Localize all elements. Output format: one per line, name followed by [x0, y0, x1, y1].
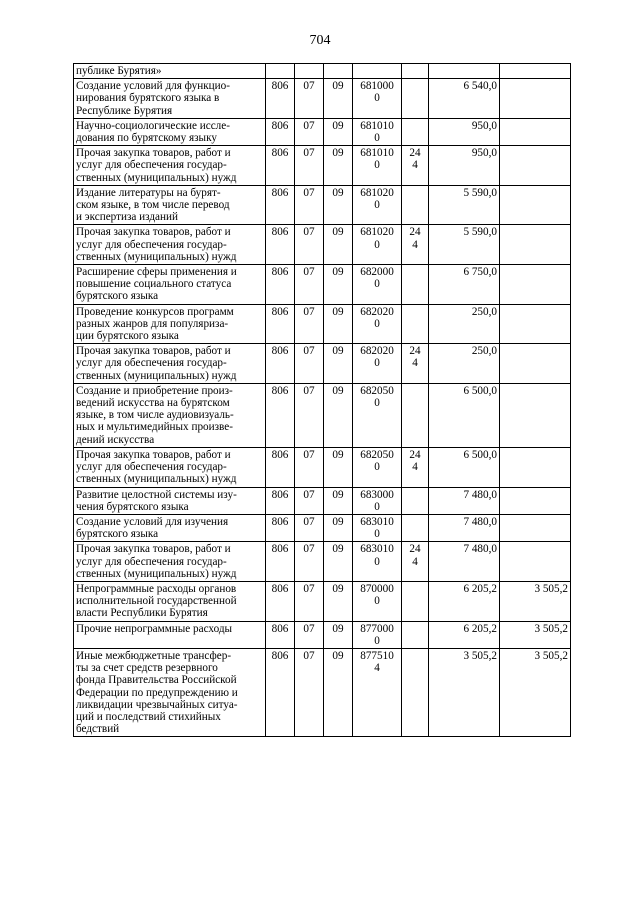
- expense-name-cell-line: повышение социального статуса: [76, 278, 232, 291]
- subsection-code-cell: 09: [324, 185, 353, 225]
- ved-code-cell: 806: [266, 146, 295, 186]
- expense-type-cell: [402, 344, 429, 384]
- subsection-code-cell: 09: [324, 648, 353, 736]
- subsection-code-cell: 09: [324, 581, 353, 621]
- section-code-cell: 07: [295, 542, 324, 582]
- expense-type-cell-line: 24: [409, 147, 421, 160]
- target-article-cell-line: 0: [374, 555, 380, 568]
- target-article-cell-line: 682020: [360, 305, 394, 318]
- section-code-cell: 07: [295, 581, 324, 621]
- federal-amount-cell: [500, 185, 571, 225]
- table-row: [74, 185, 571, 225]
- expense-name-cell-line: Создание условий для функцио-: [76, 80, 230, 93]
- target-article-cell: [353, 146, 402, 186]
- expense-name-cell-line: нирования бурятского языка в: [76, 92, 220, 105]
- section-code-cell: [295, 64, 324, 79]
- subsection-code-cell: 09: [324, 621, 353, 648]
- target-article-cell-line: 682050: [360, 384, 394, 397]
- target-article-cell: [353, 621, 402, 648]
- expense-name-cell-line: и экспертиза изданий: [76, 211, 178, 224]
- section-code-cell: 07: [295, 304, 324, 344]
- target-article-cell-line: 683000: [360, 488, 394, 501]
- target-article-cell-line: 682020: [360, 345, 394, 358]
- expense-name-cell-line: Прочая закупка товаров, работ и: [76, 448, 231, 461]
- subsection-code-cell: [324, 64, 353, 79]
- target-article-cell-line: 682000: [360, 266, 394, 279]
- amount-cell: 7 480,0: [429, 514, 500, 541]
- expense-name-cell: [74, 648, 266, 736]
- federal-amount-cell: [500, 79, 571, 119]
- federal-amount-cell: [500, 265, 571, 305]
- subsection-code-cell: 09: [324, 447, 353, 487]
- target-article-cell: [353, 542, 402, 582]
- target-article-cell: [353, 265, 402, 305]
- target-article-cell-line: 4: [374, 662, 380, 675]
- expense-type-cell: [402, 514, 429, 541]
- expense-name-cell-line: бурятского языка: [76, 528, 159, 541]
- table-row: [74, 79, 571, 119]
- subsection-code-cell: 09: [324, 304, 353, 344]
- expense-name-cell-line: услуг для обеспечения государ-: [76, 159, 227, 172]
- expense-name-cell: [74, 383, 266, 447]
- section-code-cell: 07: [295, 118, 324, 145]
- section-code-cell: 07: [295, 344, 324, 384]
- target-article-cell-line: 877000: [360, 622, 394, 635]
- expense-name-cell-line: услуг для обеспечения государ-: [76, 555, 227, 568]
- table-row: [74, 304, 571, 344]
- ved-code-cell: 806: [266, 225, 295, 265]
- section-code-cell: 07: [295, 447, 324, 487]
- subsection-code-cell: 09: [324, 344, 353, 384]
- table-row: [74, 146, 571, 186]
- expense-name-cell-line: Иные межбюджетные трансфер-: [76, 649, 232, 662]
- target-article-cell: [353, 581, 402, 621]
- subsection-code-cell: 09: [324, 265, 353, 305]
- expense-type-cell: [402, 118, 429, 145]
- target-article-cell-line: 681010: [360, 147, 394, 160]
- expense-type-cell-line: 4: [412, 159, 418, 172]
- amount-cell: 6 500,0: [429, 383, 500, 447]
- federal-amount-cell: [500, 225, 571, 265]
- federal-amount-cell: [500, 304, 571, 344]
- expense-type-cell: [402, 383, 429, 447]
- target-article-cell-line: 877510: [360, 649, 394, 662]
- expense-name-cell-line: Прочие непрограммные расходы: [76, 622, 233, 635]
- ved-code-cell: 806: [266, 648, 295, 736]
- amount-cell: 950,0: [429, 118, 500, 145]
- expense-name-cell-line: Развитие целостной системы изу-: [76, 488, 237, 501]
- section-code-cell: 07: [295, 487, 324, 514]
- expense-name-cell-line: языке, в том числе аудиовизуаль-: [76, 409, 234, 422]
- amount-cell: 5 590,0: [429, 185, 500, 225]
- expense-name-cell-line: бедствий: [76, 723, 120, 736]
- target-article-cell-line: 870000: [360, 582, 394, 595]
- expense-name-cell: [74, 185, 266, 225]
- target-article-cell: [353, 79, 402, 119]
- table-row: [74, 621, 571, 648]
- target-article-cell-line: 0: [374, 461, 380, 474]
- expense-name-cell-line: ственных (муниципальных) нужд: [76, 171, 237, 184]
- target-article-cell-line: 0: [374, 199, 380, 212]
- ved-code-cell: [266, 64, 295, 79]
- expense-name-cell-line: услуг для обеспечения государ-: [76, 461, 227, 474]
- federal-amount-cell: [500, 542, 571, 582]
- expense-name-cell: [74, 304, 266, 344]
- table-row: [74, 383, 571, 447]
- amount-cell: 6 500,0: [429, 447, 500, 487]
- expense-type-cell-line: 4: [412, 357, 418, 370]
- target-article-cell-line: 0: [374, 159, 380, 172]
- federal-amount-cell: [500, 146, 571, 186]
- table-row: [74, 447, 571, 487]
- expense-name-cell: [74, 487, 266, 514]
- expense-name-cell-line: Прочая закупка товаров, работ и: [76, 147, 231, 160]
- target-article-cell: [353, 383, 402, 447]
- expense-name-cell-line: дений искусства: [76, 433, 155, 446]
- ved-code-cell: 806: [266, 487, 295, 514]
- expense-type-cell: [402, 542, 429, 582]
- section-code-cell: 07: [295, 514, 324, 541]
- expense-name-cell: [74, 64, 266, 79]
- target-article-cell: [353, 487, 402, 514]
- expense-name-cell-line: чения бурятского языка: [76, 500, 189, 513]
- federal-amount-cell: [500, 514, 571, 541]
- subsection-code-cell: 09: [324, 383, 353, 447]
- target-article-cell: [353, 64, 402, 79]
- federal-amount-cell: [500, 447, 571, 487]
- section-code-cell: 07: [295, 225, 324, 265]
- expense-name-cell-line: дования по бурятскому языку: [76, 132, 217, 145]
- expense-name-cell-line: власти Республики Бурятия: [76, 607, 208, 620]
- federal-amount-cell: [500, 344, 571, 384]
- federal-amount-cell: [500, 487, 571, 514]
- target-article-cell-line: 681000: [360, 80, 394, 93]
- amount-cell: 250,0: [429, 304, 500, 344]
- table-row: [74, 225, 571, 265]
- amount-cell: 7 480,0: [429, 542, 500, 582]
- table-row: [74, 581, 571, 621]
- expense-name-cell-line: Непрограммные расходы органов: [76, 582, 237, 595]
- expense-name-cell: [74, 225, 266, 265]
- expense-name-cell-line: Создание условий для изучения: [76, 515, 229, 528]
- expense-name-cell-line: фонда Правительства Российской: [76, 674, 237, 687]
- amount-cell: 6 205,2: [429, 621, 500, 648]
- expense-name-cell-line: Прочая закупка товаров, работ и: [76, 543, 231, 556]
- subsection-code-cell: 09: [324, 146, 353, 186]
- table-row: [74, 542, 571, 582]
- expense-name-cell-line: Федерации по предупреждению и: [76, 686, 238, 699]
- subsection-code-cell: 09: [324, 79, 353, 119]
- expense-name-cell: [74, 146, 266, 186]
- section-code-cell: 07: [295, 265, 324, 305]
- ved-code-cell: 806: [266, 542, 295, 582]
- expense-name-cell-line: услуг для обеспечения государ-: [76, 238, 227, 251]
- table-row: [74, 648, 571, 736]
- table-row: [74, 118, 571, 145]
- target-article-cell: [353, 304, 402, 344]
- expense-name-cell-line: ственных (муниципальных) нужд: [76, 473, 237, 486]
- expense-name-cell: [74, 621, 266, 648]
- expense-name-cell: [74, 514, 266, 541]
- table-row: [74, 265, 571, 305]
- expense-name-cell-line: Расширение сферы применения и: [76, 266, 237, 279]
- expense-name-cell-line: Издание литературы на бурят-: [76, 186, 221, 199]
- target-article-cell-line: 681010: [360, 119, 394, 132]
- amount-cell: 950,0: [429, 146, 500, 186]
- amount-cell: 5 590,0: [429, 225, 500, 265]
- expense-name-cell-line: Республике Бурятия: [76, 104, 173, 117]
- target-article-cell-line: 0: [374, 397, 380, 410]
- ved-code-cell: 806: [266, 621, 295, 648]
- expense-name-cell-line: бурятского языка: [76, 290, 159, 303]
- expense-type-cell: [402, 64, 429, 79]
- table-row: [74, 487, 571, 514]
- target-article-cell-line: 681020: [360, 226, 394, 239]
- budget-table-body: [74, 64, 571, 737]
- target-article-cell-line: 0: [374, 238, 380, 251]
- amount-cell: 7 480,0: [429, 487, 500, 514]
- target-article-cell-line: 0: [374, 132, 380, 145]
- expense-name-cell: [74, 118, 266, 145]
- expense-type-cell: [402, 225, 429, 265]
- federal-amount-cell: 3 505,2: [500, 581, 571, 621]
- expense-name-cell-line: ты за счет средств резервного: [76, 662, 218, 675]
- expense-name-cell-line: разных жанров для популяриза-: [76, 317, 229, 330]
- expense-name-cell: [74, 581, 266, 621]
- target-article-cell-line: 683010: [360, 515, 394, 528]
- target-article-cell-line: 681020: [360, 186, 394, 199]
- subsection-code-cell: 09: [324, 225, 353, 265]
- target-article-cell-line: 682050: [360, 448, 394, 461]
- expense-name-cell: [74, 79, 266, 119]
- ved-code-cell: 806: [266, 118, 295, 145]
- target-article-cell: [353, 514, 402, 541]
- target-article-cell: [353, 344, 402, 384]
- ved-code-cell: 806: [266, 185, 295, 225]
- ved-code-cell: 806: [266, 447, 295, 487]
- section-code-cell: 07: [295, 146, 324, 186]
- amount-cell: 6 540,0: [429, 79, 500, 119]
- expense-name-cell-line: ликвидации чрезвычайных ситуа-: [76, 698, 238, 711]
- expense-type-cell-line: 4: [412, 555, 418, 568]
- subsection-code-cell: 09: [324, 487, 353, 514]
- expense-name-cell-line: услуг для обеспечения государ-: [76, 357, 227, 370]
- target-article-cell: [353, 225, 402, 265]
- target-article-cell: [353, 185, 402, 225]
- target-article-cell-line: 0: [374, 278, 380, 291]
- expense-name-cell-line: ском языке, в том числе перевод: [76, 199, 230, 212]
- expense-name-cell-line: Проведение конкурсов программ: [76, 305, 234, 318]
- expense-name-cell-line: ных и мультимедийных произве-: [76, 421, 233, 434]
- expense-name-cell: [74, 344, 266, 384]
- subsection-code-cell: 09: [324, 118, 353, 145]
- expense-name-cell-line: Прочая закупка товаров, работ и: [76, 226, 231, 239]
- ved-code-cell: 806: [266, 514, 295, 541]
- expense-type-cell-line: 4: [412, 238, 418, 251]
- expense-name-cell-line: ственных (муниципальных) нужд: [76, 250, 237, 263]
- federal-amount-cell: 3 505,2: [500, 621, 571, 648]
- expense-name-cell-line: ственных (муниципальных) нужд: [76, 369, 237, 382]
- expense-name-cell-line: Прочая закупка товаров, работ и: [76, 345, 231, 358]
- expense-type-cell-line: 24: [409, 448, 421, 461]
- expense-type-cell: [402, 185, 429, 225]
- expense-type-cell: [402, 304, 429, 344]
- target-article-cell-line: 0: [374, 92, 380, 105]
- ved-code-cell: 806: [266, 79, 295, 119]
- target-article-cell: [353, 447, 402, 487]
- amount-cell: 6 205,2: [429, 581, 500, 621]
- federal-amount-cell: 3 505,2: [500, 648, 571, 736]
- amount-cell: 6 750,0: [429, 265, 500, 305]
- target-article-cell-line: 0: [374, 634, 380, 647]
- subsection-code-cell: 09: [324, 514, 353, 541]
- expense-type-cell: [402, 447, 429, 487]
- federal-amount-cell: [500, 64, 571, 79]
- target-article-cell-line: 0: [374, 595, 380, 608]
- expense-type-cell-line: 24: [409, 543, 421, 556]
- section-code-cell: 07: [295, 383, 324, 447]
- federal-amount-cell: [500, 118, 571, 145]
- section-code-cell: 07: [295, 621, 324, 648]
- section-code-cell: 07: [295, 79, 324, 119]
- section-code-cell: 07: [295, 648, 324, 736]
- federal-amount-cell: [500, 383, 571, 447]
- expense-type-cell-line: 24: [409, 226, 421, 239]
- target-article-cell-line: 683010: [360, 543, 394, 556]
- expense-name-cell-line: ственных (муниципальных) нужд: [76, 567, 237, 580]
- subsection-code-cell: 09: [324, 542, 353, 582]
- expense-name-cell-line: Создание и приобретение произ-: [76, 384, 233, 397]
- page-number: 704: [309, 33, 331, 48]
- amount-cell: 3 505,2: [429, 648, 500, 736]
- table-row: [74, 514, 571, 541]
- target-article-cell-line: 0: [374, 317, 380, 330]
- expense-type-cell: [402, 621, 429, 648]
- expense-name-cell: [74, 542, 266, 582]
- target-article-cell-line: 0: [374, 528, 380, 541]
- table-row: [74, 64, 571, 79]
- expense-name-cell-line: публике Бурятия»: [76, 65, 162, 77]
- ved-code-cell: 806: [266, 265, 295, 305]
- expense-name-cell-line: ций и последствий стихийных: [76, 710, 221, 723]
- section-code-cell: 07: [295, 185, 324, 225]
- ved-code-cell: 806: [266, 344, 295, 384]
- expense-name-cell-line: ции бурятского языка: [76, 330, 179, 343]
- ved-code-cell: 806: [266, 304, 295, 344]
- expense-type-cell: [402, 79, 429, 119]
- expense-type-cell: [402, 487, 429, 514]
- amount-cell: [429, 64, 500, 79]
- target-article-cell-line: 0: [374, 500, 380, 513]
- target-article-cell-line: 0: [374, 357, 380, 370]
- expense-name-cell: [74, 447, 266, 487]
- budget-table: [73, 63, 571, 737]
- ved-code-cell: 806: [266, 383, 295, 447]
- ved-code-cell: 806: [266, 581, 295, 621]
- expense-type-cell: [402, 648, 429, 736]
- expense-name-cell-line: ведений искусства на бурятском: [76, 397, 230, 410]
- table-row: [74, 344, 571, 384]
- expense-name-cell-line: Научно-социологические иссле-: [76, 119, 230, 132]
- expense-type-cell: [402, 146, 429, 186]
- expense-type-cell: [402, 581, 429, 621]
- target-article-cell: [353, 118, 402, 145]
- expense-name-cell: [74, 265, 266, 305]
- expense-name-cell-line: исполнительной государственной: [76, 595, 237, 608]
- expense-type-cell-line: 24: [409, 345, 421, 358]
- amount-cell: 250,0: [429, 344, 500, 384]
- target-article-cell: [353, 648, 402, 736]
- expense-type-cell: [402, 265, 429, 305]
- expense-type-cell-line: 4: [412, 461, 418, 474]
